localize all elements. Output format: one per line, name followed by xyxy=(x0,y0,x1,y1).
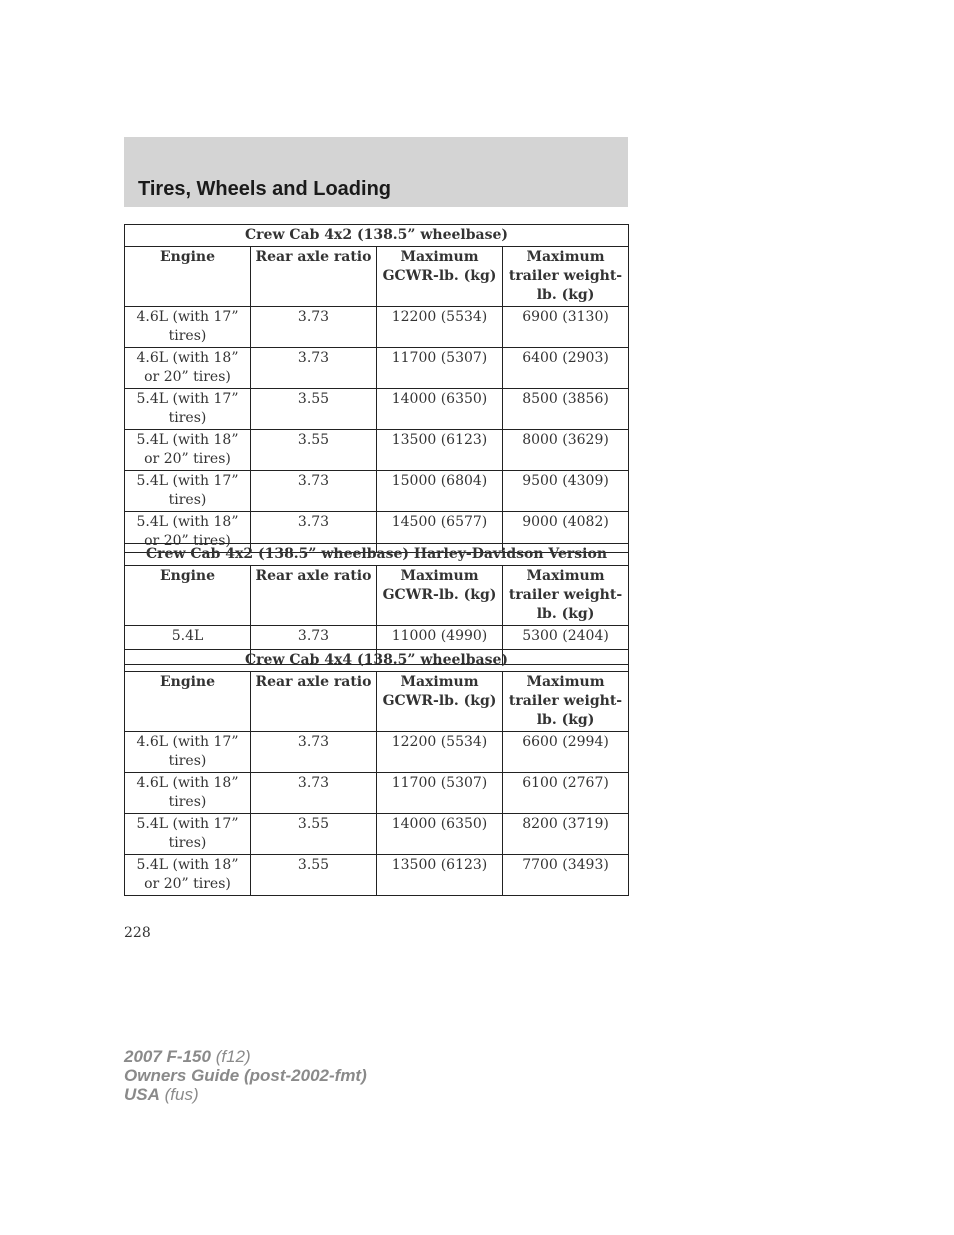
towing-table-crew-cab-4x4 xyxy=(124,649,629,896)
table-caption-row xyxy=(125,650,629,672)
footer-line-model xyxy=(124,1047,367,1066)
table-row xyxy=(125,773,629,814)
column-header: Maximum trailer weight-lb. (kg) xyxy=(503,247,629,307)
table-cell: 13500 (6123) xyxy=(377,430,503,471)
table-cell: 5.4L (with 17” tires) xyxy=(125,471,251,512)
table-row xyxy=(125,814,629,855)
table-cell: 5.4L xyxy=(125,626,251,665)
column-header: Rear axle ratio xyxy=(251,566,377,626)
table-cell: 11000 (4990) xyxy=(377,626,503,665)
section-title: Tires, Wheels and Loading xyxy=(138,178,392,200)
column-header: Maximum trailer weight-lb. (kg) xyxy=(503,566,629,626)
table-row xyxy=(125,389,629,430)
footer-guide: Owners Guide (post-2002-fmt) xyxy=(124,1066,367,1085)
table-cell: 3.73 xyxy=(251,471,377,512)
table-cell: 6600 (2994) xyxy=(503,732,629,773)
table-caption: Crew Cab 4x4 (138.5” wheelbase) xyxy=(125,650,629,672)
footer-model-code: (f12) xyxy=(215,1047,251,1066)
column-header: Rear axle ratio xyxy=(251,672,377,732)
table-cell: 6900 (3130) xyxy=(503,307,629,348)
table-cell: 12200 (5534) xyxy=(377,732,503,773)
footer-model: 2007 F-150 xyxy=(124,1047,211,1066)
table-row xyxy=(125,348,629,389)
footer-line-market xyxy=(124,1085,367,1104)
table-cell: 4.6L (with 17” tires) xyxy=(125,732,251,773)
page-number: 228 xyxy=(124,925,151,941)
table-cell: 5.4L (with 17” tires) xyxy=(125,389,251,430)
table-cell: 3.73 xyxy=(251,773,377,814)
table-cell: 3.73 xyxy=(251,626,377,665)
column-header: Maximum trailer weight-lb. (kg) xyxy=(503,672,629,732)
table-cell: 5.4L (with 18” or 20” tires) xyxy=(125,512,251,553)
footer-market: USA xyxy=(124,1085,160,1104)
table-header-row xyxy=(125,566,629,626)
table-cell: 15000 (6804) xyxy=(377,471,503,512)
column-header: Maximum GCWR-lb. (kg) xyxy=(377,566,503,626)
table-cell: 5.4L (with 18” or 20” tires) xyxy=(125,430,251,471)
table-row xyxy=(125,855,629,896)
table-cell: 4.6L (with 18” tires) xyxy=(125,773,251,814)
table-cell: 3.55 xyxy=(251,430,377,471)
table-cell: 13500 (6123) xyxy=(377,855,503,896)
table-caption-row xyxy=(125,544,629,566)
column-header: Rear axle ratio xyxy=(251,247,377,307)
table-cell: 3.55 xyxy=(251,389,377,430)
table-cell: 11700 (5307) xyxy=(377,773,503,814)
table-cell: 6400 (2903) xyxy=(503,348,629,389)
column-header: Maximum GCWR-lb. (kg) xyxy=(377,247,503,307)
table-cell: 14000 (6350) xyxy=(377,389,503,430)
table-caption: Crew Cab 4x2 (138.5” wheelbase) Harley-Davidson Version xyxy=(125,544,629,566)
table-cell: 14500 (6577) xyxy=(377,512,503,553)
table-cell: 3.55 xyxy=(251,814,377,855)
towing-table-crew-cab-4x2-harley-davidson xyxy=(124,543,629,665)
table-cell: 9000 (4082) xyxy=(503,512,629,553)
table-cell: 7700 (3493) xyxy=(503,855,629,896)
table-caption-row xyxy=(125,225,629,247)
table-cell: 3.73 xyxy=(251,732,377,773)
table-cell: 3.73 xyxy=(251,307,377,348)
table-cell: 8200 (3719) xyxy=(503,814,629,855)
column-header: Maximum GCWR-lb. (kg) xyxy=(377,672,503,732)
table-cell: 11700 (5307) xyxy=(377,348,503,389)
table-cell: 14000 (6350) xyxy=(377,814,503,855)
table-cell: 4.6L (with 18” or 20” tires) xyxy=(125,348,251,389)
table-cell: 8500 (3856) xyxy=(503,389,629,430)
table-cell: 5300 (2404) xyxy=(503,626,629,665)
column-header: Engine xyxy=(125,566,251,626)
column-header: Engine xyxy=(125,247,251,307)
table-row xyxy=(125,732,629,773)
towing-table-crew-cab-4x2 xyxy=(124,224,629,553)
section-header xyxy=(124,137,628,207)
table-cell: 3.73 xyxy=(251,512,377,553)
table-cell: 3.55 xyxy=(251,855,377,896)
footer-market-code: (fus) xyxy=(164,1085,199,1104)
table-header-row xyxy=(125,247,629,307)
table-row xyxy=(125,307,629,348)
table-header-row xyxy=(125,672,629,732)
table-cell: 8000 (3629) xyxy=(503,430,629,471)
table-row xyxy=(125,471,629,512)
table-cell: 5.4L (with 18” or 20” tires) xyxy=(125,855,251,896)
table-cell: 3.73 xyxy=(251,348,377,389)
table-cell: 9500 (4309) xyxy=(503,471,629,512)
table-cell: 6100 (2767) xyxy=(503,773,629,814)
document-footer xyxy=(124,1047,367,1104)
table-cell: 12200 (5534) xyxy=(377,307,503,348)
column-header: Engine xyxy=(125,672,251,732)
table-cell: 4.6L (with 17” tires) xyxy=(125,307,251,348)
table-caption: Crew Cab 4x2 (138.5” wheelbase) xyxy=(125,225,629,247)
table-cell: 5.4L (with 17” tires) xyxy=(125,814,251,855)
table-row xyxy=(125,430,629,471)
